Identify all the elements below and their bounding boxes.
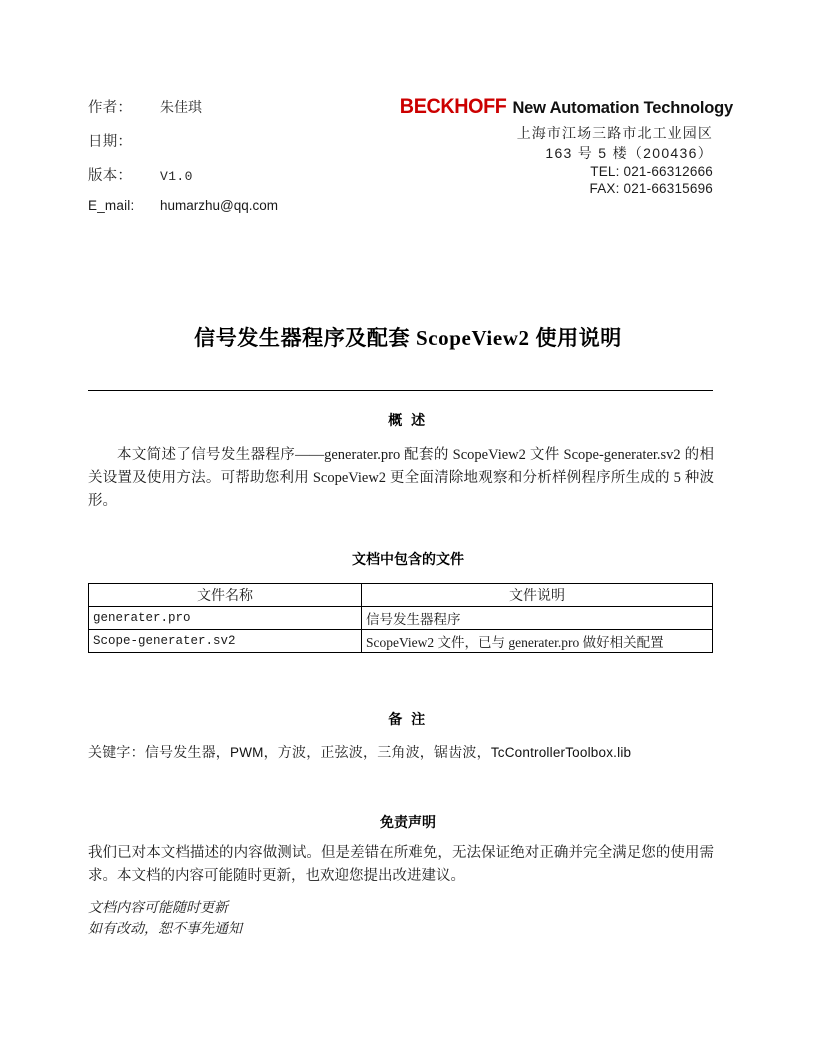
keywords-label: 关键字： xyxy=(88,746,145,761)
author-meta-block xyxy=(88,96,388,232)
cell-description: ScopeView2 文件，已与 generater.pro 做好相关配置 xyxy=(362,630,713,653)
keyword-pwm: PWM xyxy=(230,745,264,760)
beckhoff-brand-block xyxy=(393,95,733,197)
address-line-tel: TEL: 021-66312666 xyxy=(590,164,713,179)
disclaimer-heading: 免责声明 xyxy=(380,814,436,830)
table-row xyxy=(89,630,713,653)
remarks-heading: 备 注 xyxy=(388,711,428,727)
column-header-description: 文件说明 xyxy=(362,584,713,607)
keywords-text-1: 信号发生器， xyxy=(144,746,231,761)
update-notice-block xyxy=(88,898,714,940)
meta-row-date xyxy=(88,130,388,164)
email-value: humarzhu@qq.com xyxy=(160,198,279,213)
title-divider-rule xyxy=(88,390,713,391)
version-label: 版本： xyxy=(88,168,133,184)
keywords-line xyxy=(88,742,714,762)
meta-row-version xyxy=(88,164,388,198)
notice-line-2: 如有改动，恕不事先通知 xyxy=(88,922,242,937)
cell-filename: generater.pro xyxy=(89,607,362,630)
author-value: 朱佳琪 xyxy=(160,101,202,116)
beckhoff-logo: BECKHOFF xyxy=(399,95,507,118)
address-line-building: 163 号 5 楼（200436） xyxy=(545,145,713,161)
meta-row-email xyxy=(88,198,388,232)
overview-paragraph: 本文简述了信号发生器程序——generater.pro 配套的 ScopeView2 文件 Scope-generater.sv2 的相关设置及使用方法。可帮助您利用 ScopeView2 更全面清除地观察和分析样例程序所生成的 5 种波形。 xyxy=(88,447,714,509)
files-section-heading: 文档中包含的文件 xyxy=(352,551,464,567)
meta-row-author xyxy=(88,96,388,130)
keywords-text-2: ，方波，正弦波，三角波，锯齿波， xyxy=(263,746,491,761)
table-row xyxy=(89,607,713,630)
keyword-library: TcControllerToolbox.lib xyxy=(490,745,632,760)
email-label: E_mail: xyxy=(88,198,135,213)
beckhoff-tagline: New Automation Technology xyxy=(512,99,733,117)
date-label: 日期： xyxy=(88,134,133,150)
version-value: V1.0 xyxy=(160,169,193,184)
overview-heading: 概 述 xyxy=(388,412,428,428)
document-header xyxy=(88,95,733,236)
notice-line-1: 文档内容可能随时更新 xyxy=(88,901,228,916)
address-line-fax: FAX: 021-66315696 xyxy=(589,181,713,196)
cell-filename: Scope-generater.sv2 xyxy=(89,630,362,653)
column-header-filename: 文件名称 xyxy=(89,584,362,607)
brand-logo-line xyxy=(393,95,733,118)
disclaimer-paragraph: 我们已对本文档描述的内容做测试。但是差错在所难免，无法保证绝对正确并完全满足您的使用需求。本文档的内容可能随时更新，也欢迎您提出改进建议。 xyxy=(88,845,714,884)
page-title: 信号发生器程序及配套 ScopeView2 使用说明 xyxy=(194,326,622,350)
address-line-street: 上海市江场三路市北工业园区 xyxy=(516,127,713,142)
cell-description: 信号发生器程序 xyxy=(362,607,713,630)
files-table xyxy=(88,583,713,653)
author-label: 作者： xyxy=(88,100,133,116)
table-header-row xyxy=(89,584,713,607)
